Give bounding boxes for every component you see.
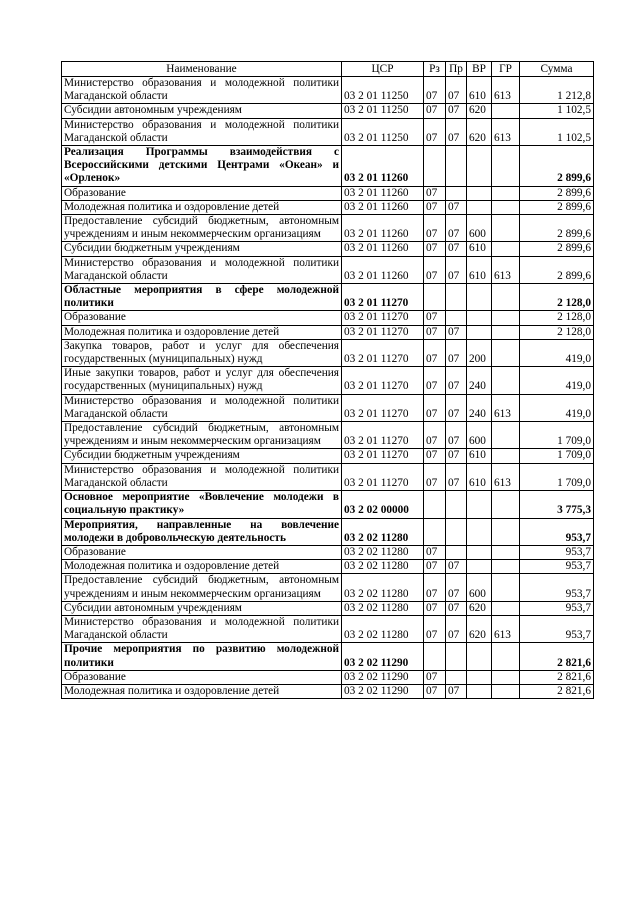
row-pr — [446, 643, 467, 670]
row-name: Молодежная политика и оздоровление детей — [62, 684, 342, 698]
row-sum: 1 709,0 — [520, 422, 594, 449]
header-vr: ВР — [467, 62, 492, 77]
row-gr — [492, 560, 520, 574]
table-row — [62, 339, 594, 366]
row-csr: 03 2 02 11280 — [342, 601, 424, 615]
row-gr — [492, 325, 520, 339]
row-rz — [424, 284, 446, 311]
row-name: Субсидии бюджетным учреждениям — [62, 449, 342, 463]
row-vr: 610 — [467, 449, 492, 463]
row-vr — [467, 643, 492, 670]
row-csr: 03 2 02 11280 — [342, 574, 424, 601]
row-csr: 03 2 01 11260 — [342, 215, 424, 242]
row-csr: 03 2 01 11270 — [342, 463, 424, 490]
row-sum: 3 775,3 — [520, 491, 594, 518]
row-vr — [467, 684, 492, 698]
header-gr: ГР — [492, 62, 520, 77]
row-pr — [446, 311, 467, 325]
row-vr: 620 — [467, 601, 492, 615]
table-row — [62, 491, 594, 518]
table-row — [62, 560, 594, 574]
row-sum: 953,7 — [520, 560, 594, 574]
table-row — [62, 118, 594, 145]
row-sum: 2 899,6 — [520, 256, 594, 283]
row-csr: 03 2 01 11270 — [342, 284, 424, 311]
row-vr: 610 — [467, 242, 492, 256]
row-vr: 610 — [467, 77, 492, 104]
row-name: Образование — [62, 186, 342, 200]
row-sum: 419,0 — [520, 394, 594, 421]
row-name: Прочие мероприятия по развитию молодежной политики — [62, 643, 342, 670]
row-name: Министерство образования и молодежной политики Магаданской области — [62, 615, 342, 642]
row-csr: 03 2 01 11270 — [342, 325, 424, 339]
row-sum: 2 821,6 — [520, 684, 594, 698]
table-row — [62, 242, 594, 256]
row-pr — [446, 146, 467, 187]
table-row — [62, 670, 594, 684]
row-csr: 03 2 02 11280 — [342, 518, 424, 545]
row-gr — [492, 422, 520, 449]
row-sum: 1 102,5 — [520, 104, 594, 118]
row-vr: 600 — [467, 215, 492, 242]
table-row — [62, 394, 594, 421]
row-rz: 07 — [424, 77, 446, 104]
row-gr — [492, 311, 520, 325]
table-row — [62, 615, 594, 642]
row-csr: 03 2 02 11280 — [342, 560, 424, 574]
row-csr: 03 2 01 11260 — [342, 146, 424, 187]
row-pr: 07 — [446, 104, 467, 118]
row-sum: 2 128,0 — [520, 325, 594, 339]
row-csr: 03 2 02 11280 — [342, 545, 424, 559]
row-vr: 610 — [467, 256, 492, 283]
table-row — [62, 422, 594, 449]
row-pr — [446, 491, 467, 518]
row-rz: 07 — [424, 325, 446, 339]
row-rz: 07 — [424, 242, 446, 256]
row-gr — [492, 601, 520, 615]
row-csr: 03 2 02 11290 — [342, 684, 424, 698]
row-vr: 620 — [467, 615, 492, 642]
row-pr: 07 — [446, 325, 467, 339]
row-sum: 2 821,6 — [520, 670, 594, 684]
row-sum: 2 899,6 — [520, 215, 594, 242]
row-pr: 07 — [446, 684, 467, 698]
row-sum: 2 128,0 — [520, 311, 594, 325]
row-rz: 07 — [424, 422, 446, 449]
row-pr: 07 — [446, 77, 467, 104]
row-gr — [492, 242, 520, 256]
header-pr: Пр — [446, 62, 467, 77]
row-pr: 07 — [446, 215, 467, 242]
row-gr — [492, 284, 520, 311]
row-rz: 07 — [424, 463, 446, 490]
table-row — [62, 284, 594, 311]
row-rz: 07 — [424, 684, 446, 698]
header-name: Наименование — [62, 62, 342, 77]
row-name: Основное мероприятие «Вовлечение молодежи в социальную практику» — [62, 491, 342, 518]
table-row — [62, 518, 594, 545]
row-csr: 03 2 02 11290 — [342, 643, 424, 670]
row-sum: 1 212,8 — [520, 77, 594, 104]
row-sum: 2 899,6 — [520, 146, 594, 187]
row-name: Министерство образования и молодежной политики Магаданской области — [62, 463, 342, 490]
row-vr — [467, 560, 492, 574]
row-gr: 613 — [492, 77, 520, 104]
row-csr: 03 2 01 11270 — [342, 422, 424, 449]
table-row — [62, 215, 594, 242]
row-name: Молодежная политика и оздоровление детей — [62, 200, 342, 214]
row-sum: 953,7 — [520, 518, 594, 545]
row-pr — [446, 518, 467, 545]
row-pr: 07 — [446, 242, 467, 256]
row-sum: 2 899,6 — [520, 242, 594, 256]
row-rz: 07 — [424, 104, 446, 118]
row-vr: 200 — [467, 339, 492, 366]
row-gr: 613 — [492, 615, 520, 642]
row-pr: 07 — [446, 367, 467, 394]
row-gr — [492, 545, 520, 559]
row-pr — [446, 545, 467, 559]
row-rz: 07 — [424, 670, 446, 684]
row-pr — [446, 670, 467, 684]
row-csr: 03 2 01 11260 — [342, 256, 424, 283]
row-name: Министерство образования и молодежной политики Магаданской области — [62, 118, 342, 145]
row-rz: 07 — [424, 601, 446, 615]
table-row — [62, 146, 594, 187]
table-row — [62, 367, 594, 394]
row-gr — [492, 684, 520, 698]
row-pr: 07 — [446, 118, 467, 145]
row-gr — [492, 491, 520, 518]
row-rz — [424, 643, 446, 670]
row-rz — [424, 518, 446, 545]
table-row — [62, 77, 594, 104]
row-csr: 03 2 01 11260 — [342, 242, 424, 256]
table-row — [62, 643, 594, 670]
row-csr: 03 2 01 11250 — [342, 104, 424, 118]
row-csr: 03 2 01 11270 — [342, 339, 424, 366]
row-name: Министерство образования и молодежной политики Магаданской области — [62, 394, 342, 421]
row-sum: 2 821,6 — [520, 643, 594, 670]
table-row — [62, 186, 594, 200]
row-pr: 07 — [446, 560, 467, 574]
row-sum: 953,7 — [520, 574, 594, 601]
table-row — [62, 463, 594, 490]
row-csr: 03 2 01 11250 — [342, 77, 424, 104]
row-csr: 03 2 01 11270 — [342, 394, 424, 421]
row-pr: 07 — [446, 394, 467, 421]
row-sum: 419,0 — [520, 367, 594, 394]
row-csr: 03 2 02 11280 — [342, 615, 424, 642]
row-rz: 07 — [424, 367, 446, 394]
row-sum: 953,7 — [520, 601, 594, 615]
row-csr: 03 2 01 11260 — [342, 200, 424, 214]
row-pr: 07 — [446, 449, 467, 463]
row-csr: 03 2 01 11250 — [342, 118, 424, 145]
row-rz: 07 — [424, 118, 446, 145]
table-body — [62, 77, 594, 699]
table-row — [62, 311, 594, 325]
row-name: Молодежная политика и оздоровление детей — [62, 325, 342, 339]
row-gr — [492, 215, 520, 242]
row-pr: 07 — [446, 463, 467, 490]
table-row — [62, 104, 594, 118]
row-pr: 07 — [446, 574, 467, 601]
row-sum: 419,0 — [520, 339, 594, 366]
row-name: Закупка товаров, работ и услуг для обеспечения государственных (муниципальных) нужд — [62, 339, 342, 366]
row-pr: 07 — [446, 339, 467, 366]
row-name: Мероприятия, направленные на вовлечение молодежи в добровольческую деятельность — [62, 518, 342, 545]
table-row — [62, 325, 594, 339]
row-sum: 1 102,5 — [520, 118, 594, 145]
row-name: Предоставление субсидий бюджетным, автономным учреждениям и иным некоммерческим организациям — [62, 215, 342, 242]
row-vr: 240 — [467, 394, 492, 421]
row-name: Субсидии автономным учреждениям — [62, 104, 342, 118]
row-vr — [467, 146, 492, 187]
row-vr — [467, 518, 492, 545]
row-csr: 03 2 02 00000 — [342, 491, 424, 518]
row-vr: 600 — [467, 574, 492, 601]
row-vr — [467, 545, 492, 559]
table-row — [62, 684, 594, 698]
row-vr — [467, 186, 492, 200]
row-name: Областные мероприятия в сфере молодежной политики — [62, 284, 342, 311]
row-vr: 240 — [467, 367, 492, 394]
row-vr — [467, 311, 492, 325]
row-rz: 07 — [424, 200, 446, 214]
row-vr — [467, 491, 492, 518]
row-csr: 03 2 01 11270 — [342, 449, 424, 463]
row-rz — [424, 491, 446, 518]
row-rz: 07 — [424, 545, 446, 559]
row-pr: 07 — [446, 200, 467, 214]
row-name: Предоставление субсидий бюджетным, автономным учреждениям и иным некоммерческим организациям — [62, 574, 342, 601]
row-name: Министерство образования и молодежной политики Магаданской области — [62, 77, 342, 104]
row-rz — [424, 146, 446, 187]
row-name: Министерство образования и молодежной политики Магаданской области — [62, 256, 342, 283]
row-vr — [467, 200, 492, 214]
row-gr — [492, 574, 520, 601]
row-pr — [446, 186, 467, 200]
row-rz: 07 — [424, 256, 446, 283]
row-name: Реализация Программы взаимодействия с Всероссийскими детскими Центрами «Океан» и «Орленок» — [62, 146, 342, 187]
row-gr — [492, 186, 520, 200]
row-gr: 613 — [492, 256, 520, 283]
row-csr: 03 2 01 11270 — [342, 367, 424, 394]
row-rz: 07 — [424, 615, 446, 642]
row-rz: 07 — [424, 574, 446, 601]
row-sum: 953,7 — [520, 545, 594, 559]
row-sum: 1 709,0 — [520, 449, 594, 463]
row-name: Образование — [62, 545, 342, 559]
row-gr: 613 — [492, 463, 520, 490]
row-vr — [467, 284, 492, 311]
row-sum: 1 709,0 — [520, 463, 594, 490]
row-csr: 03 2 01 11260 — [342, 186, 424, 200]
row-vr: 620 — [467, 118, 492, 145]
table-header-row — [62, 62, 594, 77]
row-pr: 07 — [446, 422, 467, 449]
row-vr: 620 — [467, 104, 492, 118]
row-gr — [492, 339, 520, 366]
row-rz: 07 — [424, 449, 446, 463]
row-gr: 613 — [492, 118, 520, 145]
row-pr: 07 — [446, 256, 467, 283]
table-row — [62, 256, 594, 283]
header-sum: Сумма — [520, 62, 594, 77]
row-pr — [446, 284, 467, 311]
row-gr — [492, 367, 520, 394]
row-rz: 07 — [424, 339, 446, 366]
row-name: Иные закупки товаров, работ и услуг для обеспечения государственных (муниципальных) нужд — [62, 367, 342, 394]
row-name: Образование — [62, 311, 342, 325]
row-vr: 600 — [467, 422, 492, 449]
table-row — [62, 574, 594, 601]
row-pr: 07 — [446, 615, 467, 642]
row-sum: 2 128,0 — [520, 284, 594, 311]
row-gr — [492, 449, 520, 463]
row-vr: 610 — [467, 463, 492, 490]
row-name: Субсидии бюджетным учреждениям — [62, 242, 342, 256]
table-row — [62, 449, 594, 463]
row-name: Молодежная политика и оздоровление детей — [62, 560, 342, 574]
row-gr — [492, 643, 520, 670]
row-rz: 07 — [424, 394, 446, 421]
row-rz: 07 — [424, 215, 446, 242]
row-gr — [492, 104, 520, 118]
row-csr: 03 2 01 11270 — [342, 311, 424, 325]
row-rz: 07 — [424, 560, 446, 574]
row-gr — [492, 146, 520, 187]
budget-table — [61, 61, 594, 699]
row-gr: 613 — [492, 394, 520, 421]
row-vr — [467, 670, 492, 684]
row-sum: 2 899,6 — [520, 200, 594, 214]
row-gr — [492, 670, 520, 684]
row-csr: 03 2 02 11290 — [342, 670, 424, 684]
row-name: Субсидии автономным учреждениям — [62, 601, 342, 615]
row-name: Предоставление субсидий бюджетным, автономным учреждениям и иным некоммерческим организациям — [62, 422, 342, 449]
row-sum: 2 899,6 — [520, 186, 594, 200]
row-rz: 07 — [424, 311, 446, 325]
row-gr — [492, 518, 520, 545]
table-row — [62, 200, 594, 214]
row-gr — [492, 200, 520, 214]
row-rz: 07 — [424, 186, 446, 200]
row-name: Образование — [62, 670, 342, 684]
header-csr: ЦСР — [342, 62, 424, 77]
table-row — [62, 601, 594, 615]
row-pr: 07 — [446, 601, 467, 615]
row-vr — [467, 325, 492, 339]
header-rz: Рз — [424, 62, 446, 77]
table-row — [62, 545, 594, 559]
row-sum: 953,7 — [520, 615, 594, 642]
